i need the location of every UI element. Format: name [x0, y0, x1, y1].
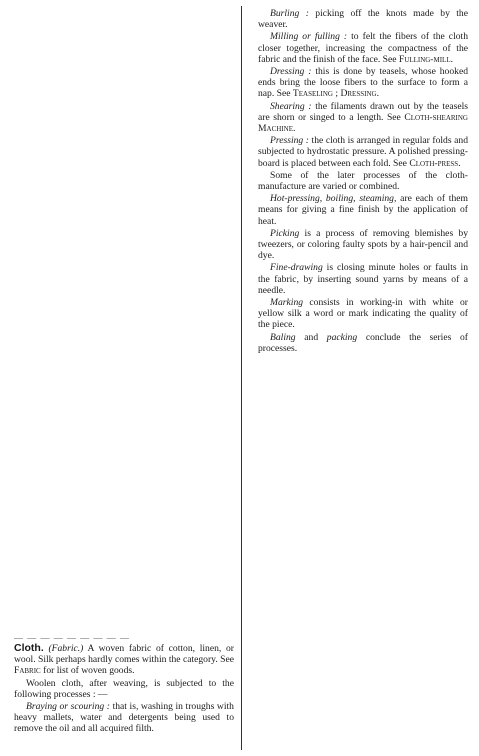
text-and: and: [295, 331, 327, 343]
term-marking: Marking: [270, 297, 304, 309]
text-pressing: the cloth is arranged in regular folds and subjected to hydrostatic pressure. A polished pressing-board is placed between each fold. See: [258, 135, 468, 169]
left-column: [14, 634, 234, 736]
ref-fulling-mill: Fulling-mill: [398, 53, 451, 65]
term-shearing: Shearing :: [270, 100, 312, 112]
text-hot-pressing: are each of them means for giving a fine finish by the application of heat.: [258, 193, 468, 227]
text-marking: consists in working-in with white or yellow silk a word or mark indicating the quality of the piece.: [258, 297, 468, 331]
term-hot-pressing: Hot-pressing, boiling, steaming,: [270, 193, 397, 205]
entry-baling: [258, 332, 468, 354]
punct: .: [376, 88, 379, 100]
text-cloth: A woven fabric of cotton, linen, or wool. Silk perhaps hardly comes within the category. See: [14, 643, 234, 666]
ref-dressing: Dressing: [340, 88, 377, 100]
column-divider: [241, 6, 242, 750]
term-milling: Milling or fulling :: [270, 31, 348, 43]
text-woolen: Woolen cloth, after weaving, is subjected to the following processes : —: [14, 677, 234, 700]
punct: .: [450, 53, 454, 65]
term-baling: Baling: [270, 331, 296, 343]
ref-cloth-shearing-machine: Cloth-shearing Machine: [258, 111, 468, 135]
entry-later-processes: [258, 170, 468, 192]
text-picking: is a process of removing blemishes by tweezers, or coloring faulty spots by a hair-pencil and dye.: [258, 227, 468, 262]
entry-milling: [258, 31, 468, 65]
right-column: [258, 8, 468, 355]
term-dressing: Dressing :: [270, 66, 312, 78]
text-burling: picking off the knots made by the weaver.: [258, 8, 468, 31]
entry-burling: [258, 8, 468, 30]
entry-pressing: [258, 135, 468, 169]
text-shearing: the filaments drawn out by the teasels are shorn or singed to a length. See: [258, 100, 468, 123]
term-packing: packing: [326, 331, 358, 343]
text-dressing: this is done by teasels, whose hooked ends bring the loose fibers to the surface to form a nap. See: [258, 66, 468, 100]
punct: ;: [332, 88, 341, 100]
ref-cloth-press: Cloth-press: [409, 157, 459, 169]
term-burling: Burling :: [270, 8, 309, 19]
text-baling: conclude the series of processes.: [258, 331, 468, 354]
term-picking: Picking: [270, 227, 300, 239]
ref-fabric: Fabric: [14, 665, 41, 677]
text-cloth-end: for list of woven goods.: [40, 665, 135, 677]
headword-cloth: Cloth.: [14, 642, 44, 654]
ref-teaseling: Teaseling: [292, 88, 333, 100]
punct: .: [458, 157, 461, 169]
entry-fine-drawing: [258, 262, 468, 296]
term-fine-drawing: Fine-drawing: [270, 262, 323, 274]
text-fine-drawing: is closing minute holes or faults in the fabric, by inserting sound yarns by means of a needle.: [258, 262, 468, 296]
entry-hot-pressing: [258, 193, 468, 227]
entry-dressing: [258, 66, 468, 100]
text-later: Some of the later processes of the cloth-manufacture are varied or combined.: [258, 169, 468, 193]
entry-marking: [258, 297, 468, 331]
punct: .: [292, 123, 296, 135]
cutoff-text-line: — — — — — — — — —: [14, 634, 130, 639]
entry-braying: [14, 701, 234, 735]
text-milling: to felt the fibers of the cloth closer together, increasing the compactness of the fabric and the finish of the face. See: [258, 31, 468, 65]
entry-cloth: [14, 643, 234, 677]
term-braying: Braying or scouring :: [26, 701, 110, 713]
entry-shearing: [258, 101, 468, 135]
text-braying: that is, washing in troughs with heavy mallets, water and detergents being used to remove the oil and all acquired filth.: [14, 701, 234, 735]
sense-fabric: (Fabric.): [48, 643, 84, 654]
entry-woolen-cloth: [14, 678, 234, 700]
entry-picking: [258, 228, 468, 262]
term-pressing: Pressing :: [270, 135, 309, 147]
